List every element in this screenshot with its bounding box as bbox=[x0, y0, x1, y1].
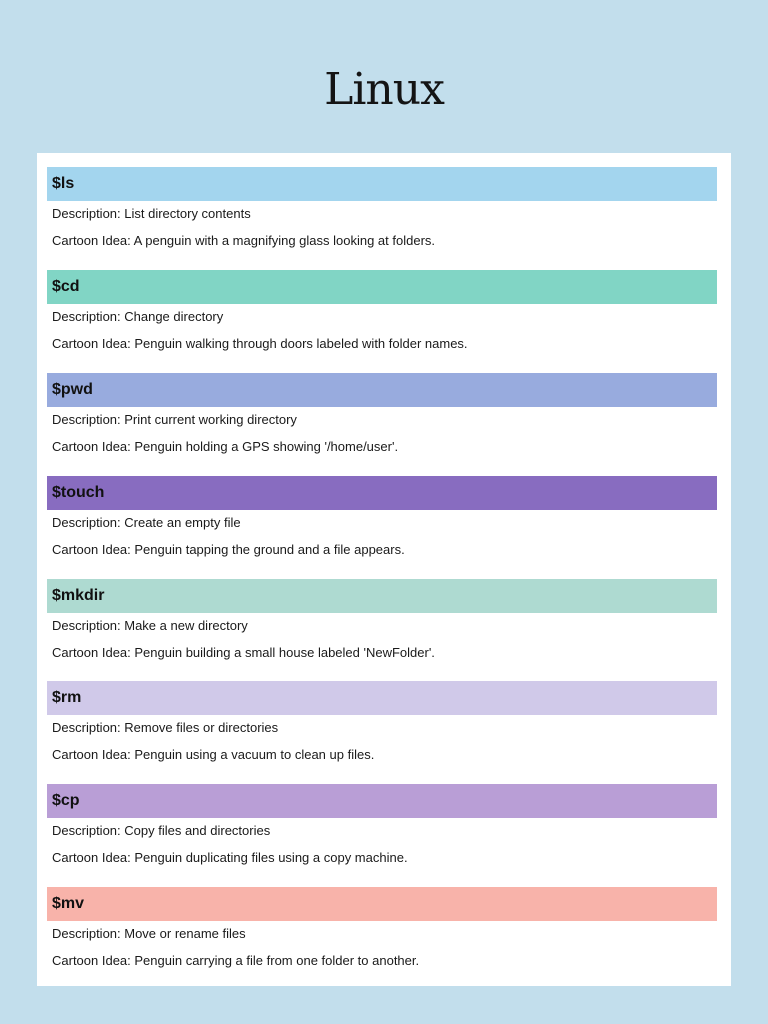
command-cartoon-idea: Cartoon Idea: A penguin with a magnifying glass looking at folders. bbox=[52, 233, 436, 248]
command-description: Description: Make a new directory bbox=[52, 617, 248, 633]
command-header: $mkdir bbox=[47, 579, 717, 613]
command-header: $pwd bbox=[47, 373, 717, 407]
page-title: Linux bbox=[324, 64, 444, 115]
command-header: $cp bbox=[47, 784, 717, 818]
command-rm bbox=[47, 681, 717, 783]
command-card bbox=[37, 153, 731, 986]
command-description: Description: Print current working directory bbox=[52, 411, 297, 427]
command-header: $ls bbox=[47, 167, 717, 201]
command-ls bbox=[47, 167, 717, 269]
command-header: $cd bbox=[47, 270, 717, 304]
command-description: Description: Move or rename files bbox=[52, 926, 246, 942]
command-description: Description: List directory contents bbox=[52, 206, 251, 221]
command-cartoon-idea: Cartoon Idea: Penguin building a small house labeled 'NewFolder'. bbox=[52, 644, 435, 660]
command-list bbox=[47, 167, 717, 990]
command-description: Description: Copy files and directories bbox=[52, 823, 271, 839]
command-cartoon-idea: Cartoon Idea: Penguin using a vacuum to clean up files. bbox=[52, 747, 375, 763]
command-cartoon-idea: Cartoon Idea: Penguin holding a GPS showing '/home/user'. bbox=[52, 438, 399, 454]
command-mkdir bbox=[47, 579, 717, 681]
command-header: $rm bbox=[47, 681, 717, 715]
command-mv bbox=[47, 887, 717, 989]
command-description: Description: Remove files or directories bbox=[52, 720, 279, 736]
command-header: $mv bbox=[47, 887, 717, 921]
command-cartoon-idea: Cartoon Idea: Penguin duplicating files using a copy machine. bbox=[52, 850, 408, 866]
command-description: Description: Change directory bbox=[52, 308, 224, 324]
command-description: Description: Create an empty file bbox=[52, 514, 241, 530]
command-cd bbox=[47, 270, 717, 372]
command-cartoon-idea: Cartoon Idea: Penguin carrying a file from one folder to another. bbox=[52, 953, 420, 969]
command-cartoon-idea: Cartoon Idea: Penguin walking through doors labeled with folder names. bbox=[52, 335, 468, 351]
command-pwd bbox=[47, 373, 717, 475]
command-header: $touch bbox=[47, 476, 717, 510]
command-touch bbox=[47, 476, 717, 578]
command-cp bbox=[47, 784, 717, 886]
command-cartoon-idea: Cartoon Idea: Penguin tapping the ground and a file appears. bbox=[52, 541, 405, 557]
